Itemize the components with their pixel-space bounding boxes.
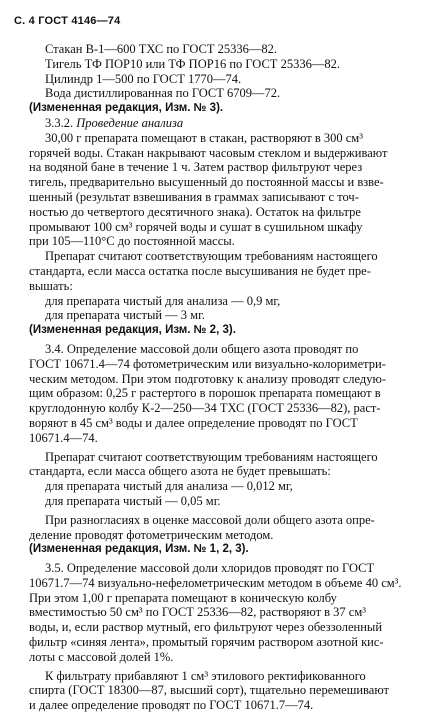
text-line: ГОСТ 10671.4—74 фотометрическим или визуально-колориметри-	[29, 356, 386, 371]
text-line: спирта (ГОСТ 18300—87, высший сорт), тщательно перемешивают	[29, 683, 389, 698]
amendment-note: (Измененная редакция, Изм. № 1, 2, 3).	[29, 543, 249, 556]
text-line: Препарат считают соответствующим требованиям настоящего	[45, 449, 378, 464]
text-line: ностью до четвертого десятичного знака). Остаток на фильтре	[29, 204, 361, 219]
text-line: горячей воды. Стакан накрывают часовым стеклом и выдерживают	[29, 145, 388, 160]
amendment-note: (Измененная редакция, Изм. № 2, 3).	[29, 324, 236, 337]
equipment-line: Стакан В-1—600 ТХС по ГОСТ 25336—82.	[45, 42, 277, 56]
text-line: промывают 100 см³ горячей воды и сушат в сушильном шкафу	[29, 219, 363, 234]
paragraph	[29, 450, 403, 480]
text-line: тигель, предварительно высушенный до постоянной массы и взве-	[29, 175, 384, 190]
section-title: Проведение анализа	[76, 115, 184, 130]
document-body	[29, 42, 403, 713]
limit-line: для препарата чистый — 0,05 мг.	[45, 493, 221, 508]
text-line: и далее определение проводят по ГОСТ 10671.7—74.	[29, 698, 314, 713]
text-line: щим образом: 0,25 г растертого в порошок препарата помещают в	[29, 386, 381, 401]
text-line: воды, и, если раствор мутный, его фильтруют через обеззоленный	[29, 620, 383, 635]
text-line: К фильтрату прибавляют 1 см³ этилового ректификованного	[45, 668, 366, 683]
section-heading	[29, 116, 403, 131]
text-line: на водяной бане в течение 1 ч. Затем раствор фильтруют через	[29, 160, 363, 175]
limit-line: для препарата чистый — 3 мг.	[45, 308, 205, 323]
text-line: При этом 1,00 г препарата помещают в коническую колбу	[29, 590, 337, 605]
text-line: 10671.7—74 визуально-нефелометрическим методом в объеме 40 см³.	[29, 575, 402, 590]
text-line: круглодонную колбу К-2—250—34 ТХС (ГОСТ 25336—82), раст-	[29, 401, 381, 416]
paragraph	[29, 342, 403, 446]
limit-line: для препарата чистый для анализа — 0,012 мг,	[45, 479, 293, 494]
text-line: Препарат считают соответствующим требованиям настоящего	[45, 249, 378, 264]
text-line: стандарта, если масса остатка после высушивания не будет пре-	[29, 263, 371, 278]
text-line: фильтр «синяя лента», промытый горячим раствором азотной кис-	[29, 635, 384, 650]
text-line: При разногласиях в оценке массовой доли общего азота опре-	[45, 512, 375, 527]
equipment-line: Тигель ТФ ПОР10 или ТФ ПОР16 по ГОСТ 25336—82.	[45, 56, 340, 71]
text-line: деление проводят фотометрическим методом.	[29, 527, 274, 542]
text-line: шенный (результат взвешивания в граммах записывают с точ-	[29, 189, 359, 204]
text-line: 30,00 г препарата помещают в стакан, растворяют в 300 см³	[45, 130, 363, 145]
equipment-line: Цилиндр 1—500 по ГОСТ 1770—74.	[45, 71, 242, 86]
paragraph	[29, 561, 403, 665]
limit-line: для препарата чистый для анализа — 0,9 мг,	[45, 293, 281, 308]
amendment-note: (Измененная редакция, Изм. № 3).	[29, 102, 224, 115]
section-number: 3.3.2.	[45, 115, 74, 130]
paragraph	[29, 669, 403, 713]
text-line: 3.5. Определение массовой доли хлоридов проводят по ГОСТ	[45, 561, 375, 576]
text-line: ческим методом. При этом подготовку к анализу проводят следую-	[29, 371, 386, 386]
paragraph	[29, 249, 403, 293]
paragraph	[29, 513, 403, 543]
text-line: вместимостью 50 см³ по ГОСТ 25336—82, растворяют в 37 см³	[29, 605, 367, 620]
text-line: 10671.4—74.	[29, 430, 98, 445]
text-line: 3.4. Определение массовой доли общего азота проводят по	[45, 341, 359, 356]
text-line: вышать:	[29, 278, 73, 293]
text-line: при 105—110°С до постоянной массы.	[29, 234, 235, 249]
page-header: С. 4 ГОСТ 4146—74	[14, 15, 121, 27]
text-line: лоты с массовой долей 1%.	[29, 649, 174, 664]
paragraph	[29, 131, 403, 249]
text-line: стандарта, если масса общего азота не будет превышать:	[29, 464, 331, 479]
equipment-line: Вода дистиллированная по ГОСТ 6709—72.	[45, 86, 281, 101]
text-line: воряют в 45 см³ воды и далее определение проводят по ГОСТ	[29, 415, 358, 430]
